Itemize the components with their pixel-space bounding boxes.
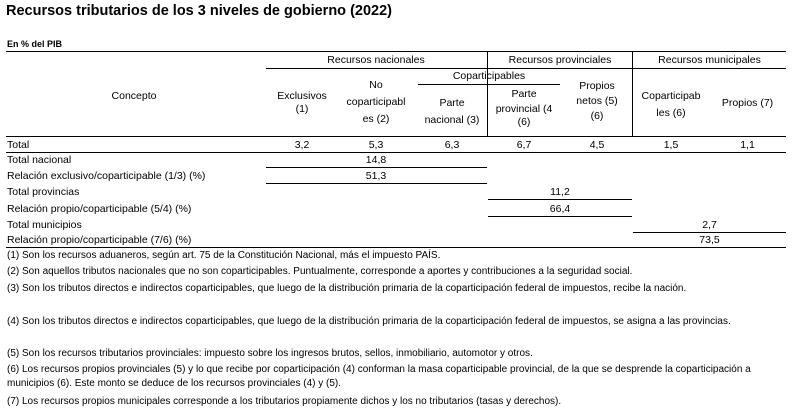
table-top-border xyxy=(6,51,786,52)
row-relacion-municipios-label: Relación propio/coparticipable (7/6) (%) xyxy=(7,234,192,246)
units-subtitle: En % del PIB xyxy=(7,39,63,49)
row-total-provincias-label: Total provincias xyxy=(7,186,80,198)
coparticipables-underline xyxy=(418,84,560,85)
total-coparticipables-municipales: 1,5 xyxy=(663,139,679,151)
header-propios-netos: Propios netos (5) (6) xyxy=(576,80,618,122)
header-concepto: Concepto xyxy=(111,90,157,102)
footnote-6: (6) Los recursos propios provinciales (5) y lo que recibe por coparticipación (4) conforman la masa coparticipable provincial, de la que se desprende la coparticipación a municipios (6). Este monto se deduce de los recursos provinciales (4) y (5). xyxy=(7,364,751,389)
total-nacional-underline xyxy=(266,167,487,168)
header-parte-provincial: Parte provincial (4 (6) xyxy=(495,88,553,128)
total-municipios-value: 2,7 xyxy=(702,219,717,231)
page-title: Recursos tributarios de los 3 niveles de gobierno (2022) xyxy=(6,3,392,19)
header-coparticipables-municipales: Coparticipab les (6) xyxy=(641,90,701,119)
header-propios-municipales: Propios (7) xyxy=(721,97,774,109)
header-coparticipables: Coparticipables xyxy=(452,70,526,82)
header-recursos-municipales: Recursos municipales xyxy=(658,54,761,66)
row-total-municipios-label: Total municipios xyxy=(7,219,82,231)
footnote-7: (7) Los recursos propios municipales corresponde a los tributarios propiamente dichos y los no tributarios (tasas y derechos). xyxy=(7,396,562,407)
relacion-provincias-value: 66,4 xyxy=(549,203,571,215)
header-bottom-border xyxy=(6,136,786,137)
total-propios-municipales: 1,1 xyxy=(740,139,755,151)
total-municipios-underline xyxy=(633,232,786,233)
total-propios-netos: 4,5 xyxy=(589,139,605,151)
total-provincias-value: 11,2 xyxy=(550,186,570,198)
header-parte-nacional: Parte nacional (3) xyxy=(424,97,480,126)
total-exclusivos: 3,2 xyxy=(294,139,310,151)
header-exclusivos: Exclusivos (1) xyxy=(277,90,327,115)
table-bottom-border xyxy=(6,247,786,248)
footnote-2: (2) Son aquellos tributos nacionales que no son coparticipables. Puntualmente, corresponde a aportes y contribuciones a la seguridad social. xyxy=(7,266,633,277)
footnote-3: (3) Son los tributos directos e indirectos coparticipables, que luego de la distribución primaria de la coparticipación federal de impuestos, recibe la nación. xyxy=(7,283,687,294)
footnote-5: (5) Son los recursos tributarios provinciales: impuesto sobre los ingresos brutos, sellos, inmobiliario, automotor y otros. xyxy=(7,348,533,359)
relacion-nacional-underline xyxy=(266,183,487,184)
header-no-coparticipables: No coparticipabl es (2) xyxy=(346,79,406,125)
relacion-nacional-value: 51,3 xyxy=(365,170,387,182)
row-total-label: Total xyxy=(7,139,30,151)
total-row-border xyxy=(6,152,786,153)
relacion-municipios-value: 73,5 xyxy=(699,234,720,246)
footnote-1: (1) Son los recursos aduaneros, según art. 75 de la Constitución Nacional, más el impuesto PAÍS. xyxy=(7,250,441,261)
row-relacion-nacional-label: Relación exclusivo/coparticipable (1/3) (%) xyxy=(7,170,206,182)
header-recursos-nacionales: Recursos nacionales xyxy=(327,54,425,66)
total-no-coparticipables: 5,3 xyxy=(368,139,384,151)
row-total-nacional-label: Total nacional xyxy=(7,154,72,166)
row-relacion-provincias-label: Relación propio/coparticipable (5/4) (%) xyxy=(7,203,192,215)
footnote-4: (4) Son los tributos directos e indirectos coparticipables, que luego de la distribución primaria de la coparticipación federal de impuestos, se asigna a las provincias. xyxy=(7,316,731,327)
total-parte-nacional: 6,3 xyxy=(444,139,460,151)
total-parte-provincial: 6,7 xyxy=(516,139,532,151)
total-provincias-underline xyxy=(488,199,632,200)
group-underline xyxy=(266,68,786,69)
total-nacional-value: 14,8 xyxy=(365,154,387,166)
header-recursos-provinciales: Recursos provinciales xyxy=(508,54,612,66)
relacion-provincias-underline xyxy=(488,216,632,217)
